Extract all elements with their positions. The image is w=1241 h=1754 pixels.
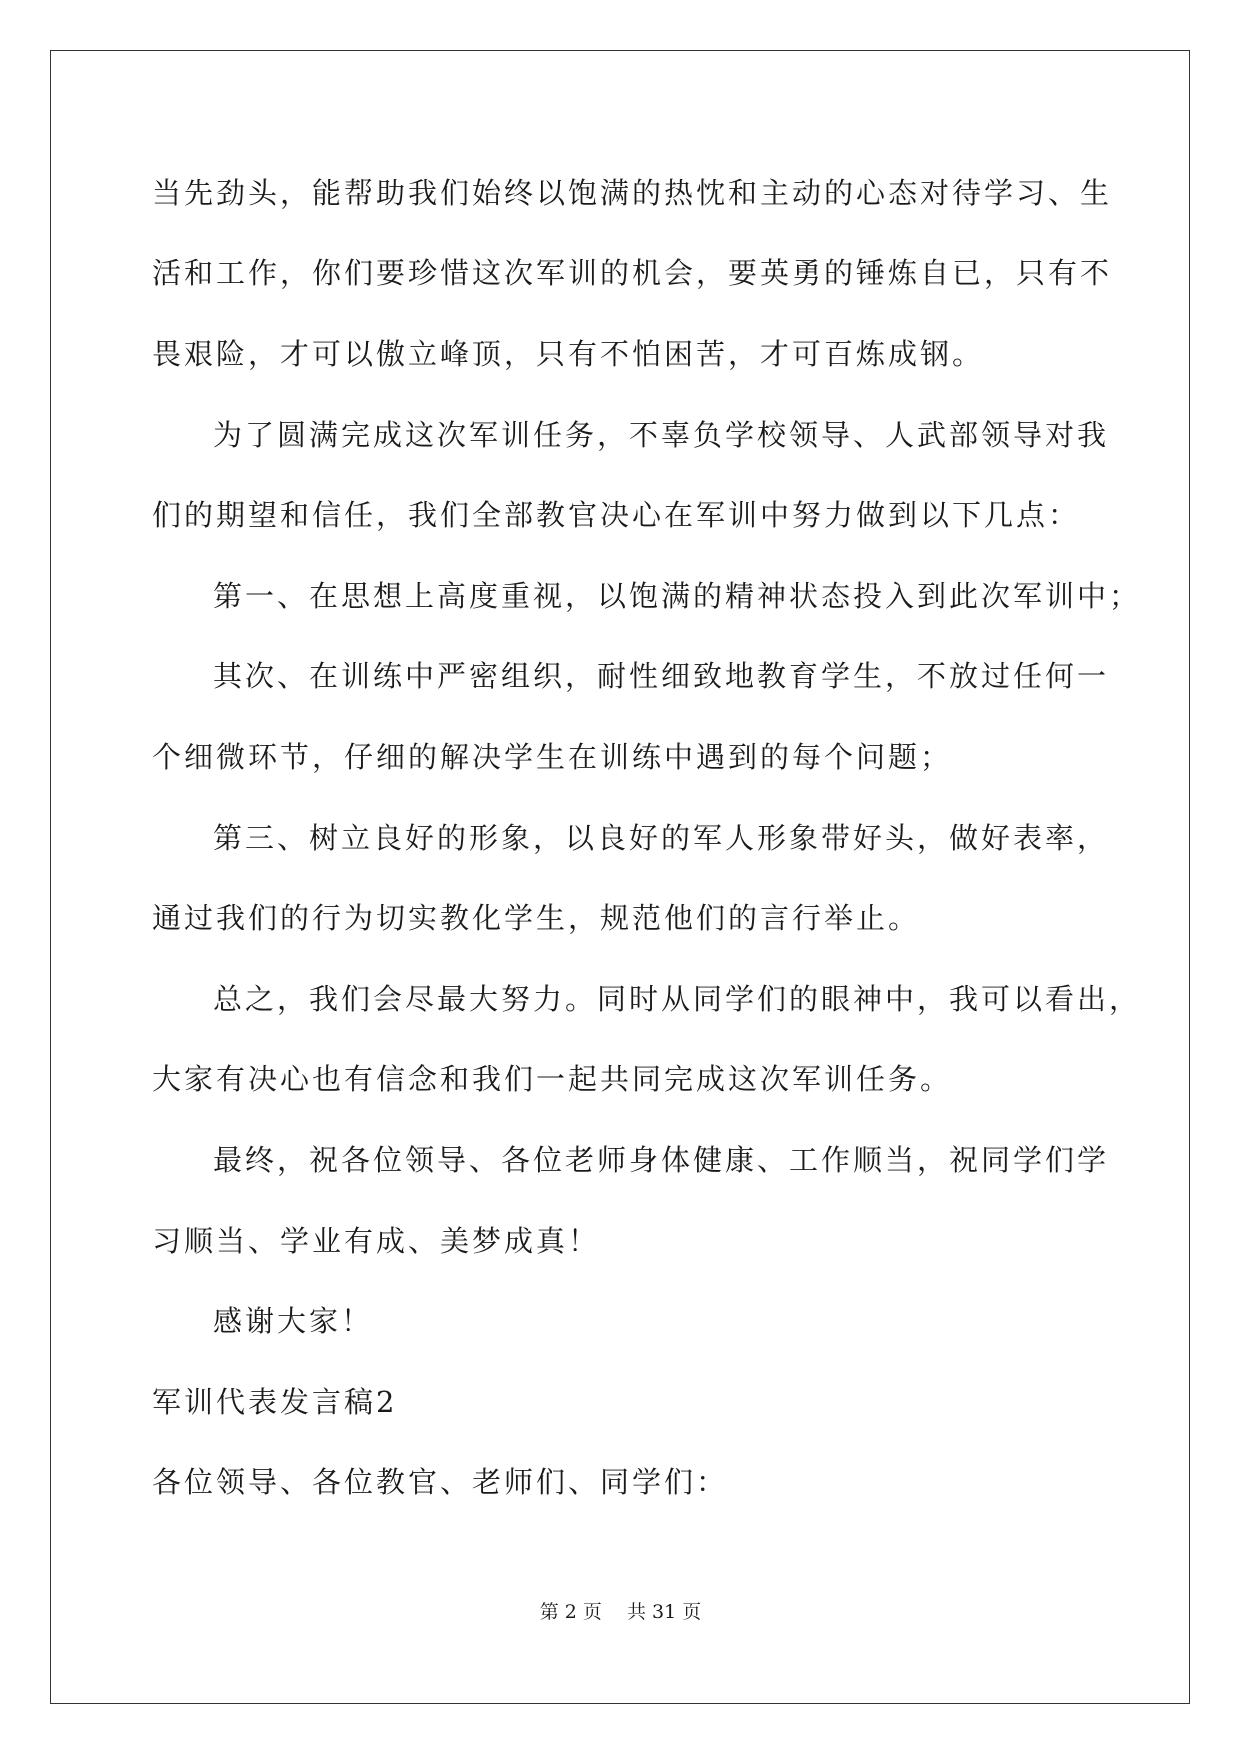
body-line: 当先劲头，能帮助我们始终以饱满的热忱和主动的心态对待学习、生: [152, 176, 1113, 210]
section-title: 军训代表发言稿2: [152, 1385, 398, 1419]
paragraph-first-line: 第三、树立良好的形象，以良好的军人形象带好头，做好表率，: [213, 821, 1110, 855]
body-line: 通过我们的行为切实教化学生，规范他们的言行举止。: [152, 901, 921, 935]
closing-thanks: 感谢大家！: [213, 1304, 374, 1338]
paragraph-first-line: 总之，我们会尽最大努力。同时从同学们的眼神中，我可以看出，: [213, 982, 1142, 1016]
page-number-footer: 第 2 页 共 31 页: [539, 1601, 702, 1623]
body-line: 习顺当、学业有成、美梦成真！: [152, 1224, 601, 1258]
body-line: 活和工作，你们要珍惜这次军训的机会，要英勇的锤炼自已，只有不: [152, 256, 1113, 290]
body-line: 个细微环节，仔细的解决学生在训练中遇到的每个问题；: [152, 740, 953, 774]
paragraph-first-line: 其次、在训练中严密组织，耐性细致地教育学生，不放过任何一: [213, 659, 1110, 693]
salutation: 各位领导、各位教官、老师们、同学们：: [152, 1465, 729, 1499]
body-line: 们的期望和信任，我们全部教官决心在军训中努力做到以下几点：: [152, 498, 1081, 532]
paragraph-first-line: 第一、在思想上高度重视，以饱满的精神状态投入到此次军训中；: [213, 579, 1142, 613]
paragraph-first-line: 为了圆满完成这次军训任务，不辜负学校领导、人武部领导对我: [213, 418, 1110, 452]
paragraph-first-line: 最终，祝各位领导、各位老师身体健康、工作顺当，祝同学们学: [213, 1143, 1110, 1177]
page-border: [50, 50, 1190, 1704]
body-line: 畏艰险，才可以傲立峰顶，只有不怕困苦，才可百炼成钢。: [152, 337, 985, 371]
body-line: 大家有决心也有信念和我们一起共同完成这次军训任务。: [152, 1062, 953, 1096]
